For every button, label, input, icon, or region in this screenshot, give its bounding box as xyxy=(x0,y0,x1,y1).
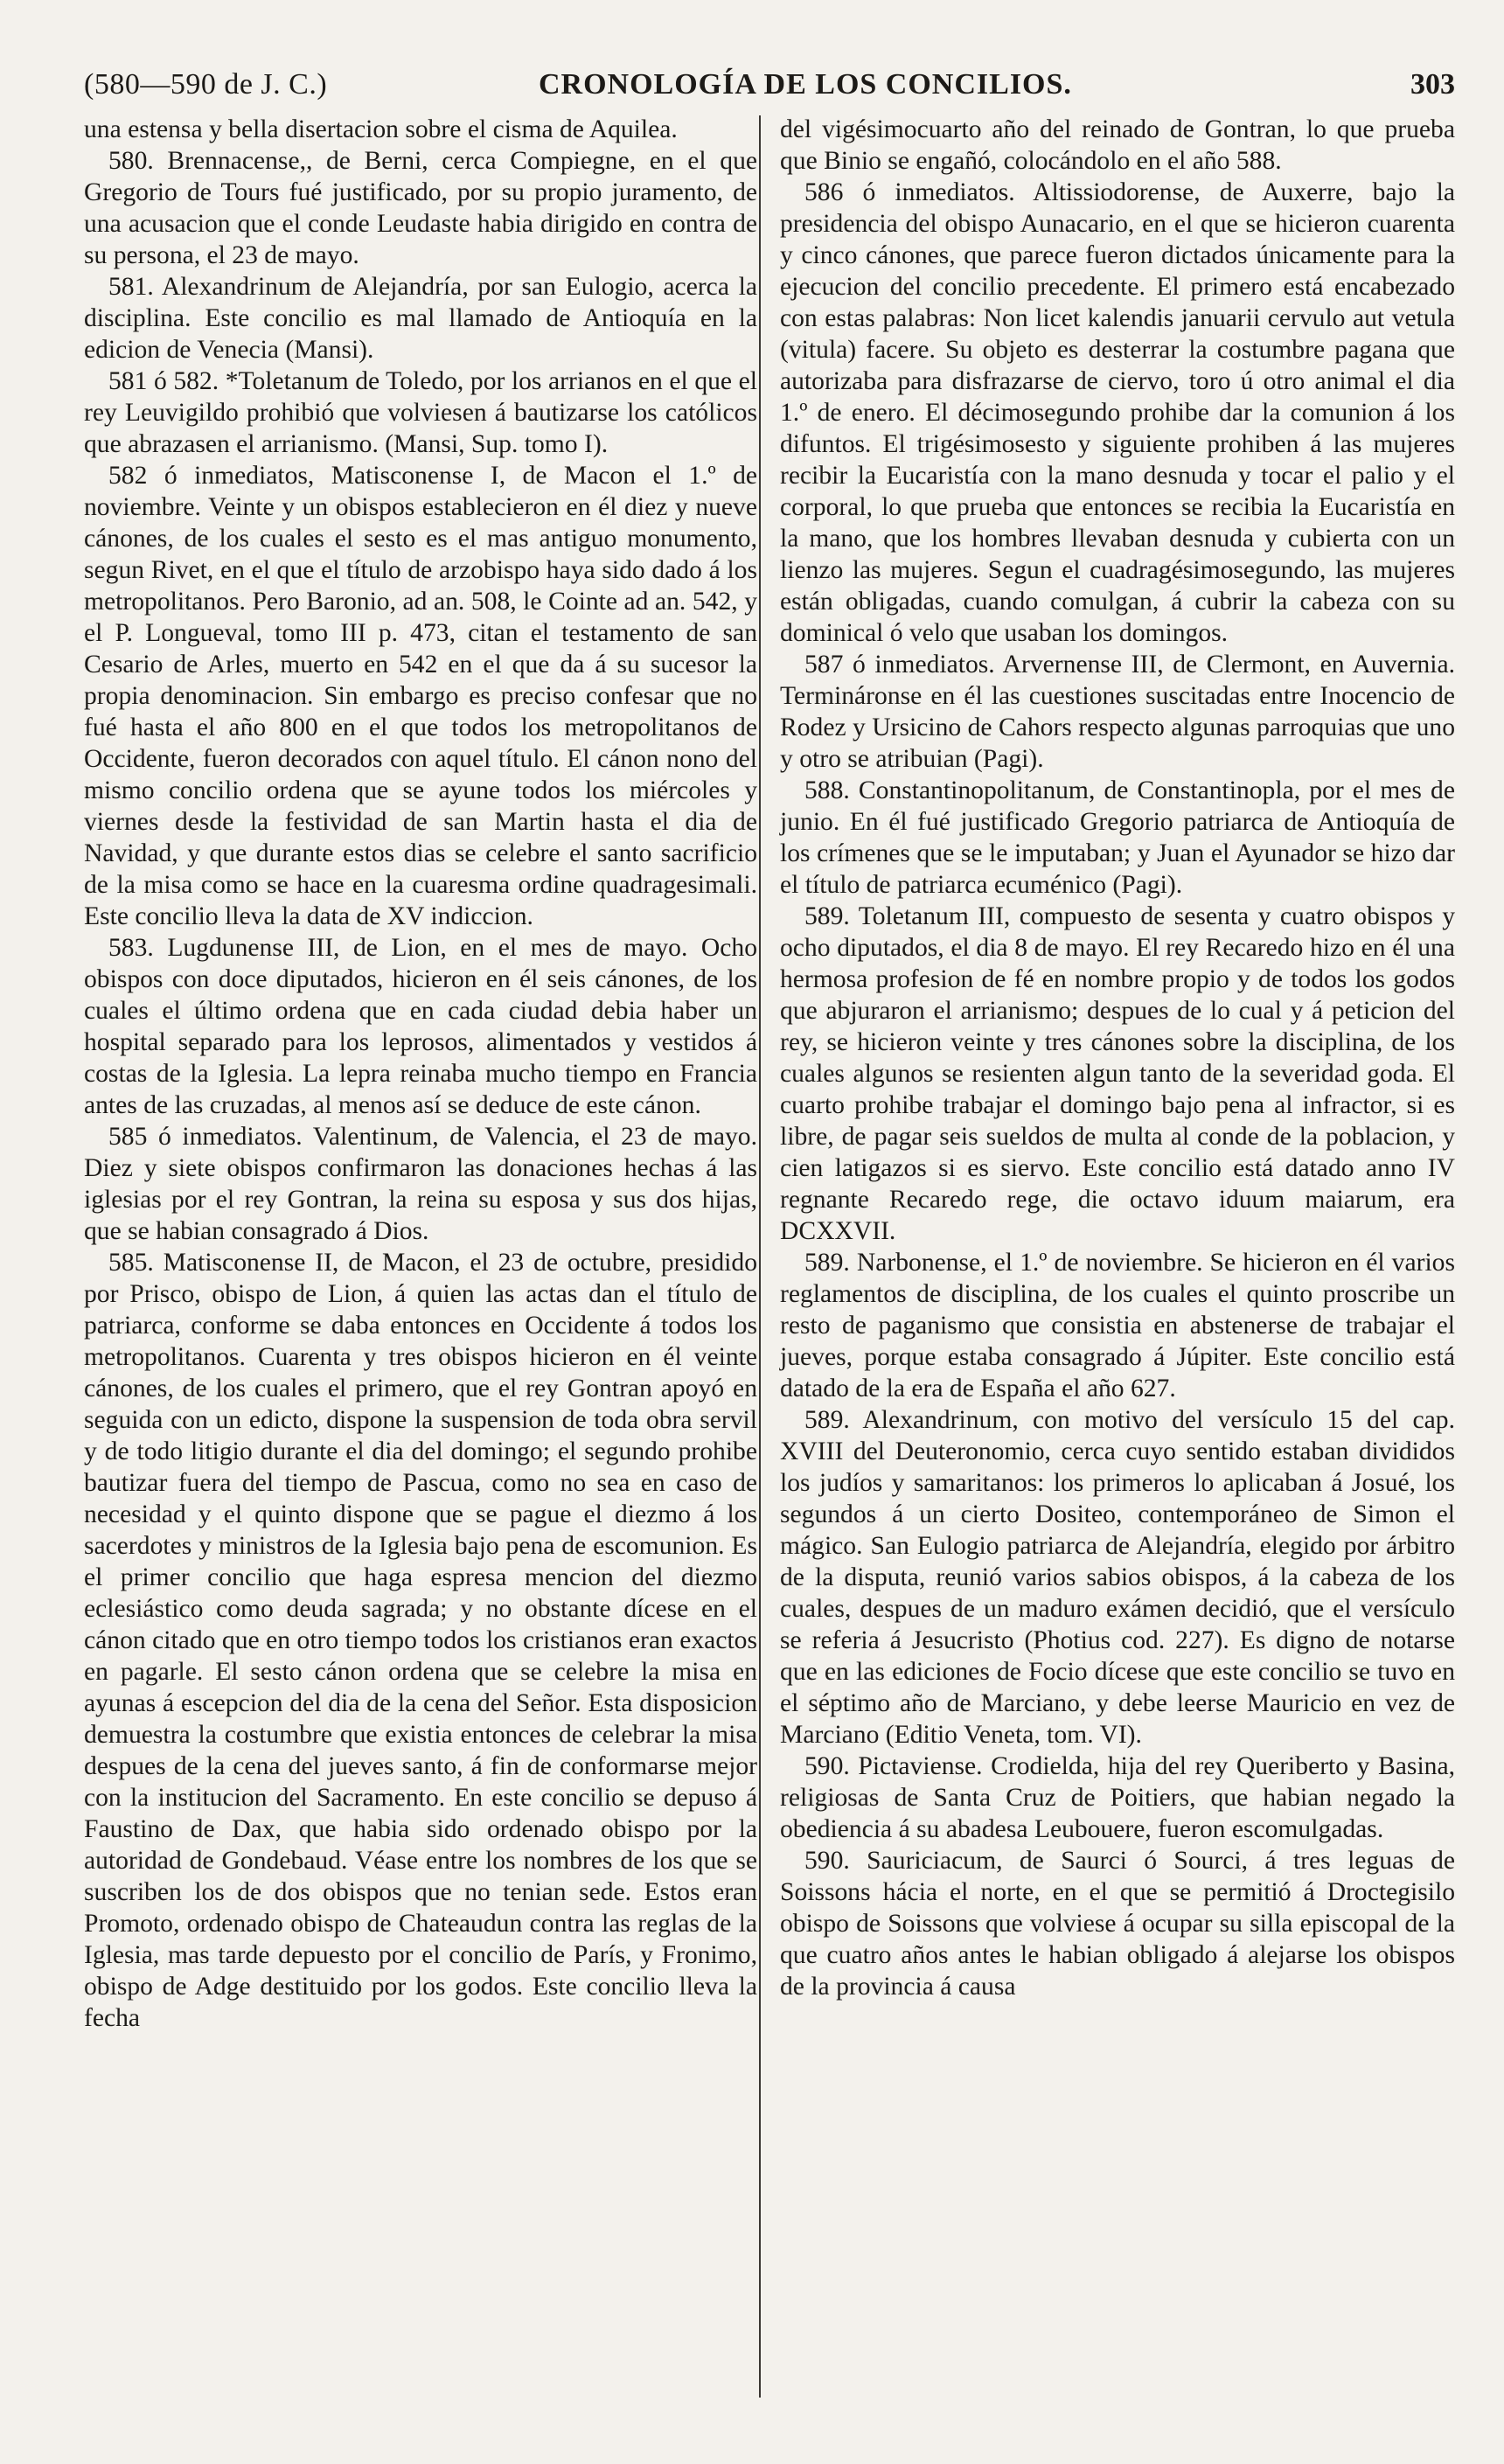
entry-paragraph: 585 ó inmediatos. Valentinum, de Valencia, el 23 de mayo. Diez y siete obispos confirmaron las donaciones hechas á las iglesias por el rey Gontran, la reina su esposa y sus dos hijas, que se habian consagrado á Dios. xyxy=(84,1123,757,1245)
entry-paragraph: 582 ó inmediatos, Matisconense I, de Macon el 1.º de noviembre. Veinte y un obispos establecieron en él diez y nueve cánones, de los cuales el sesto es el mas antiguo monumento, segun Rivet, en el que el título de arzobispo haya sido dado á los metropolitanos. Pero Baronio, ad an. 508, le Cointe ad an. 542, y el P. Longueval, tomo III p. 473, citan el testamento de san Cesario de Arles, muerto en 542 en el que da á su sucesor la propia denominacion. Sin embargo es preciso confesar que no fué hasta el año 800 en el que todos los metropolitanos de Occidente, fueron decorados con aquel título. El cánon nono del mismo concilio ordena que se ayune todos los miércoles y viernes desde la festividad de san Martin hasta el dia de Navidad, y que durante estos dias se celebre el santo sacrificio de la misa como se hace en la cuaresma ordine quadragesimali. Este concilio lleva la data de XV indiccion. xyxy=(84,462,757,930)
entry-paragraph: 588. Constantinopolitanum, de Constantinopla, por el mes de junio. En él fué justificado Gregorio patriarca de Antioquía de los crímenes que se le imputaban; y Juan el Ayunador se hizo dar el título de patriarca ecuménico (Pagi). xyxy=(780,776,1455,899)
entry-paragraph: 585. Matisconense II, de Macon, el 23 de octubre, presidido por Prisco, obispo de Lion, á quien las actas dan el título de patriarca, conforme se daba entonces en Occidente á todos los metropolitanos. Cuarenta y tres obispos hicieron en él veinte cánones, de los cuales el primero, que el rey Gontran apoyó en seguida con un edicto, dispone la suspension de toda obra servil y de todo litigio durante el dia del domingo; el segundo prohibe bautizar fuera del tiempo de Pascua, como no sea en caso de necesidad y el quinto dispone que se pague el diezmo á los sacerdotes y ministros de la Iglesia bajo pena de escomunion. Es el primer concilio que haga espresa mencion del diezmo eclesiástico como deuda sagrada; y no obstante dícese en el cánon citado que en otro tiempo todos los cristianos eran exactos en pagarle. El sesto cánon ordena que se celebre la misa en ayunas á escepcion del dia de la cena del Señor. Esta disposicion demuestra la costumbre que existia entonces de celebrar la misa despues de la cena del jueves santo, á fin de conformarse mejor con la institucion del Sacramento. En este concilio se depuso á Faustino de Dax, que habia sido ordenado obispo por la autoridad de Gondebaud. Véase entre los nombres de los que se suscriben los de dos obispos que no tenian sede. Estos eran Promoto, ordenado obispo de Chateaudun contra las reglas de la Iglesia, mas tarde depuesto por el concilio de París, y Fronimo, obispo de Adge destituido por los godos. Este concilio lleva la fecha xyxy=(84,1249,757,2032)
header-title: CRONOLOGÍA DE LOS CONCILIOS. xyxy=(539,68,1072,101)
entry-paragraph: 589. Narbonense, el 1.º de noviembre. Se hicieron en él varios reglamentos de disciplina, de los cuales el quinto proscribe un resto de paganismo que consistia en abstenerse de trabajar el jueves, porque estaba consagrado á Júpiter. Este concilio está datado de la era de España el año 627. xyxy=(780,1249,1455,1403)
right-column xyxy=(780,114,1455,2002)
entry-paragraph: 590. Pictaviense. Crodielda, hija del rey Queriberto y Basina, religiosas de Santa Cruz de Poitiers, que habian negado la obediencia á su abadesa Leubouere, fueron escomulgadas. xyxy=(780,1752,1455,1843)
entry-paragraph: 580. Brennacense,, de Berni, cerca Compiegne, en el que Gregorio de Tours fué justificado, por su propio juramento, de una acusacion que el conde Leudaste habia dirigido en contra de su persona, el 23 de mayo. xyxy=(84,147,757,269)
page-number: 303 xyxy=(1410,68,1455,101)
entry-paragraph: 587 ó inmediatos. Arvernense III, de Clermont, en Auvernia. Termináronse en él las cuestiones suscitadas entre Inocencio de Rodez y Ursicino de Cahors respecto algunas parroquias que uno y otro se atribuian (Pagi). xyxy=(780,651,1455,773)
left-column xyxy=(84,114,757,2034)
entry-paragraph: 581 ó 582. *Toletanum de Toledo, por los arrianos en el que el rey Leuvigildo prohibió que volviesen á bautizarse los católicos que abrazasen el arrianismo. (Mansi, Sup. tomo I). xyxy=(84,367,757,458)
entry-paragraph: 583. Lugdunense III, de Lion, en el mes de mayo. Ocho obispos con doce diputados, hicieron en él seis cánones, de los cuales el último ordena que en cada ciudad debia haber un hospital separado para los leprosos, alimentados y vestidos á costas de la Iglesia. La lepra reinaba mucho tiempo en Francia antes de las cruzadas, al menos así se deduce de este cánon. xyxy=(84,934,757,1119)
entry-paragraph: 589. Alexandrinum, con motivo del versículo 15 del cap. XVIII del Deuteronomio, cerca cuyo sentido estaban divididos los judíos y samaritanos: los primeros lo aplicaban á Josué, los segundos á un cierto Dositeo, contemporáneo de Simon el mágico. San Eulogio patriarca de Alejandría, elegido por árbitro de la disputa, reunió varios sabios obispos, á la cabeza de los cuales, despues de un maduro exámen decidió, que el versículo se referia á Jesucristo (Photius cod. 227). Es digno de notarse que en las ediciones de Focio dícese que este concilio se tuvo en el séptimo año de Marciano, y debe leerse Mauricio en vez de Marciano (Editio Veneta, tom. VI). xyxy=(780,1406,1455,1749)
paragraph: una estensa y bella disertacion sobre el cisma de Aquilea. xyxy=(84,115,678,143)
paragraph: del vigésimocuarto año del reinado de Gontran, lo que prueba que Binio se engañó, colocándolo en el año 588. xyxy=(780,115,1455,175)
running-header xyxy=(84,68,1455,107)
entry-paragraph: 589. Toletanum III, compuesto de sesenta y cuatro obispos y ocho diputados, el dia 8 de mayo. El rey Recaredo hizo en él una hermosa profesion de fé en nombre propio y de todos los godos que abjuraron el arrianismo; despues de lo cual y á peticion del rey, se hicieron veinte y tres cánones sobre la disciplina, de los cuales algunos se resienten algun tanto de la severidad goda. El cuarto prohibe trabajar el domingo bajo pena al infractor, si es libre, de pagar seis sueldos de multa al conde de la poblacion, y cien latigazos si es siervo. Este concilio está datado anno IV regnante Recaredo rege, die octavo iduum maiarum, era DCXXVII. xyxy=(780,902,1455,1245)
header-date-range: (580—590 de J. C.) xyxy=(84,68,328,101)
column-divider xyxy=(759,115,761,2398)
entry-paragraph: 590. Sauriciacum, de Saurci ó Sourci, á tres leguas de Soissons hácia el norte, en el que se permitió á Droctegisilo obispo de Soissons que volviese á ocupar su silla episcopal de la que cuatro años antes le habian obligado á alejarse los obispos de la provincia á causa xyxy=(780,1847,1455,2001)
entry-paragraph: 586 ó inmediatos. Altissiodorense, de Auxerre, bajo la presidencia del obispo Aunacario, en el que se hicieron cuarenta y cinco cánones, que parece fueron dictados únicamente para la ejecucion del concilio precedente. El primero está encabezado con estas palabras: Non licet kalendis januarii cervulo aut vetula (vitula) facere. Su objeto es desterrar la costumbre pagana que autorizaba para disfrazarse de ciervo, toro ú otro animal el dia 1.º de enero. El décimosegundo prohibe dar la comunion á los difuntos. El trigésimosesto y siguiente prohiben á las mujeres recibir la Eucaristía con la mano desnuda y tocar el palio y el corporal, lo que prueba que entonces se recibia la Eucaristía en la mano, que los hombres llevaban desnuda y cubierta con un lienzo las mujeres. Segun el cuadragésimosegundo, las mujeres están obligadas, cuando comulgan, á cubrir la cabeza con su dominical ó velo que usaban los domingos. xyxy=(780,178,1455,647)
entry-paragraph: 581. Alexandrinum de Alejandría, por san Eulogio, acerca la disciplina. Este concilio es mal llamado de Antioquía en la edicion de Venecia (Mansi). xyxy=(84,273,757,364)
